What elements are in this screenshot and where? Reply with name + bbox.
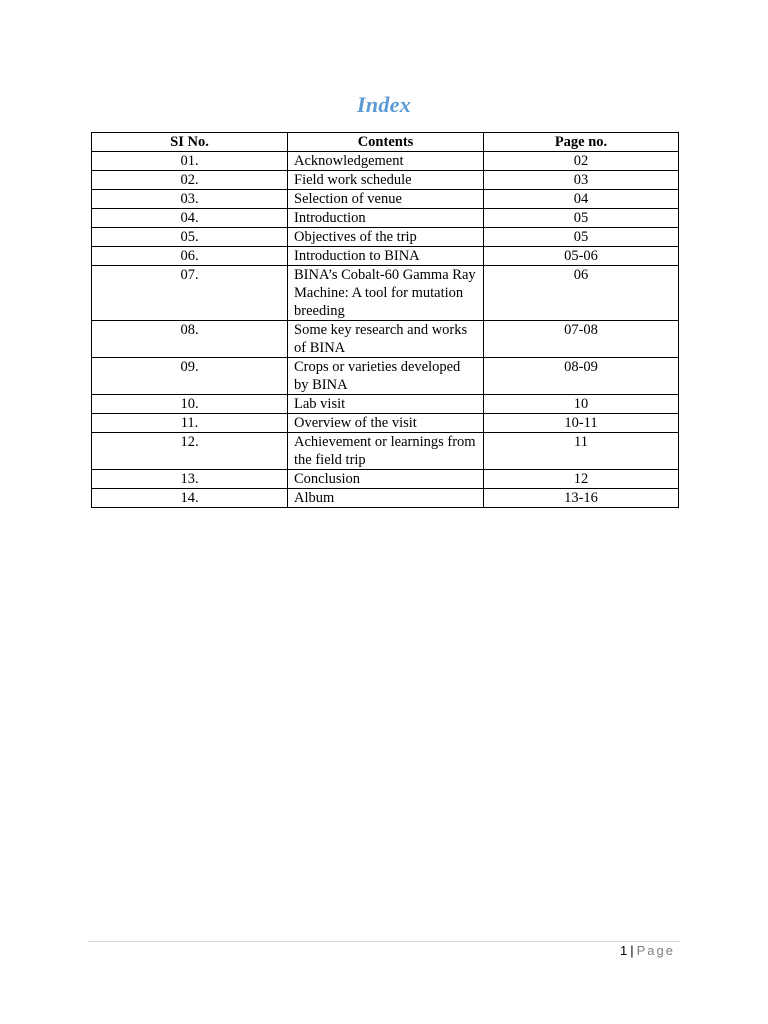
sl-cell: 09. — [92, 358, 288, 395]
table-row — [92, 171, 679, 190]
page-number: 1 — [620, 943, 628, 958]
page-cell: 10 — [484, 395, 679, 414]
content-cell: BINA’s Cobalt-60 Gamma Ray Machine: A tool for mutation breeding — [288, 266, 484, 321]
table-row — [92, 433, 679, 470]
sl-cell: 10. — [92, 395, 288, 414]
sl-cell: 03. — [92, 190, 288, 209]
page-cell: 07-08 — [484, 321, 679, 358]
page-cell: 02 — [484, 152, 679, 171]
sl-cell: 12. — [92, 433, 288, 470]
sl-cell: 06. — [92, 247, 288, 266]
table-row — [92, 209, 679, 228]
table-row — [92, 489, 679, 508]
sl-cell: 04. — [92, 209, 288, 228]
header-sl-no: SI No. — [92, 133, 288, 152]
page-cell: 03 — [484, 171, 679, 190]
content-cell: Some key research and works of BINA — [288, 321, 484, 358]
index-table — [91, 132, 679, 508]
sl-cell: 13. — [92, 470, 288, 489]
page-cell: 05-06 — [484, 247, 679, 266]
content-cell: Crops or varieties developed by BINA — [288, 358, 484, 395]
table-row — [92, 152, 679, 171]
content-cell: Album — [288, 489, 484, 508]
footer-separator: | — [630, 943, 634, 958]
table-row — [92, 247, 679, 266]
page-cell: 11 — [484, 433, 679, 470]
content-cell: Objectives of the trip — [288, 228, 484, 247]
page-cell: 10-11 — [484, 414, 679, 433]
table-row — [92, 228, 679, 247]
sl-cell: 07. — [92, 266, 288, 321]
page-title: Index — [356, 92, 412, 117]
page-cell: 08-09 — [484, 358, 679, 395]
content-cell: Introduction to BINA — [288, 247, 484, 266]
page-cell: 13-16 — [484, 489, 679, 508]
page-label: Page — [636, 943, 675, 958]
content-cell: Lab visit — [288, 395, 484, 414]
sl-cell: 08. — [92, 321, 288, 358]
header-page-no: Page no. — [484, 133, 679, 152]
sl-cell: 02. — [92, 171, 288, 190]
sl-cell: 05. — [92, 228, 288, 247]
page-footer — [620, 943, 675, 958]
content-cell: Selection of venue — [288, 190, 484, 209]
footer-divider — [88, 941, 680, 942]
table-row — [92, 414, 679, 433]
content-cell: Introduction — [288, 209, 484, 228]
sl-cell: 11. — [92, 414, 288, 433]
content-cell: Field work schedule — [288, 171, 484, 190]
table-row — [92, 321, 679, 358]
table-row — [92, 470, 679, 489]
content-cell: Achievement or learnings from the field trip — [288, 433, 484, 470]
page-cell: 06 — [484, 266, 679, 321]
sl-cell: 01. — [92, 152, 288, 171]
content-cell: Conclusion — [288, 470, 484, 489]
content-cell: Acknowledgement — [288, 152, 484, 171]
table-header-row — [92, 133, 679, 152]
table-row — [92, 190, 679, 209]
page-cell: 04 — [484, 190, 679, 209]
page-cell: 12 — [484, 470, 679, 489]
table-row — [92, 266, 679, 321]
header-contents: Contents — [288, 133, 484, 152]
content-cell: Overview of the visit — [288, 414, 484, 433]
page-cell: 05 — [484, 209, 679, 228]
table-row — [92, 358, 679, 395]
page-cell: 05 — [484, 228, 679, 247]
sl-cell: 14. — [92, 489, 288, 508]
table-row — [92, 395, 679, 414]
